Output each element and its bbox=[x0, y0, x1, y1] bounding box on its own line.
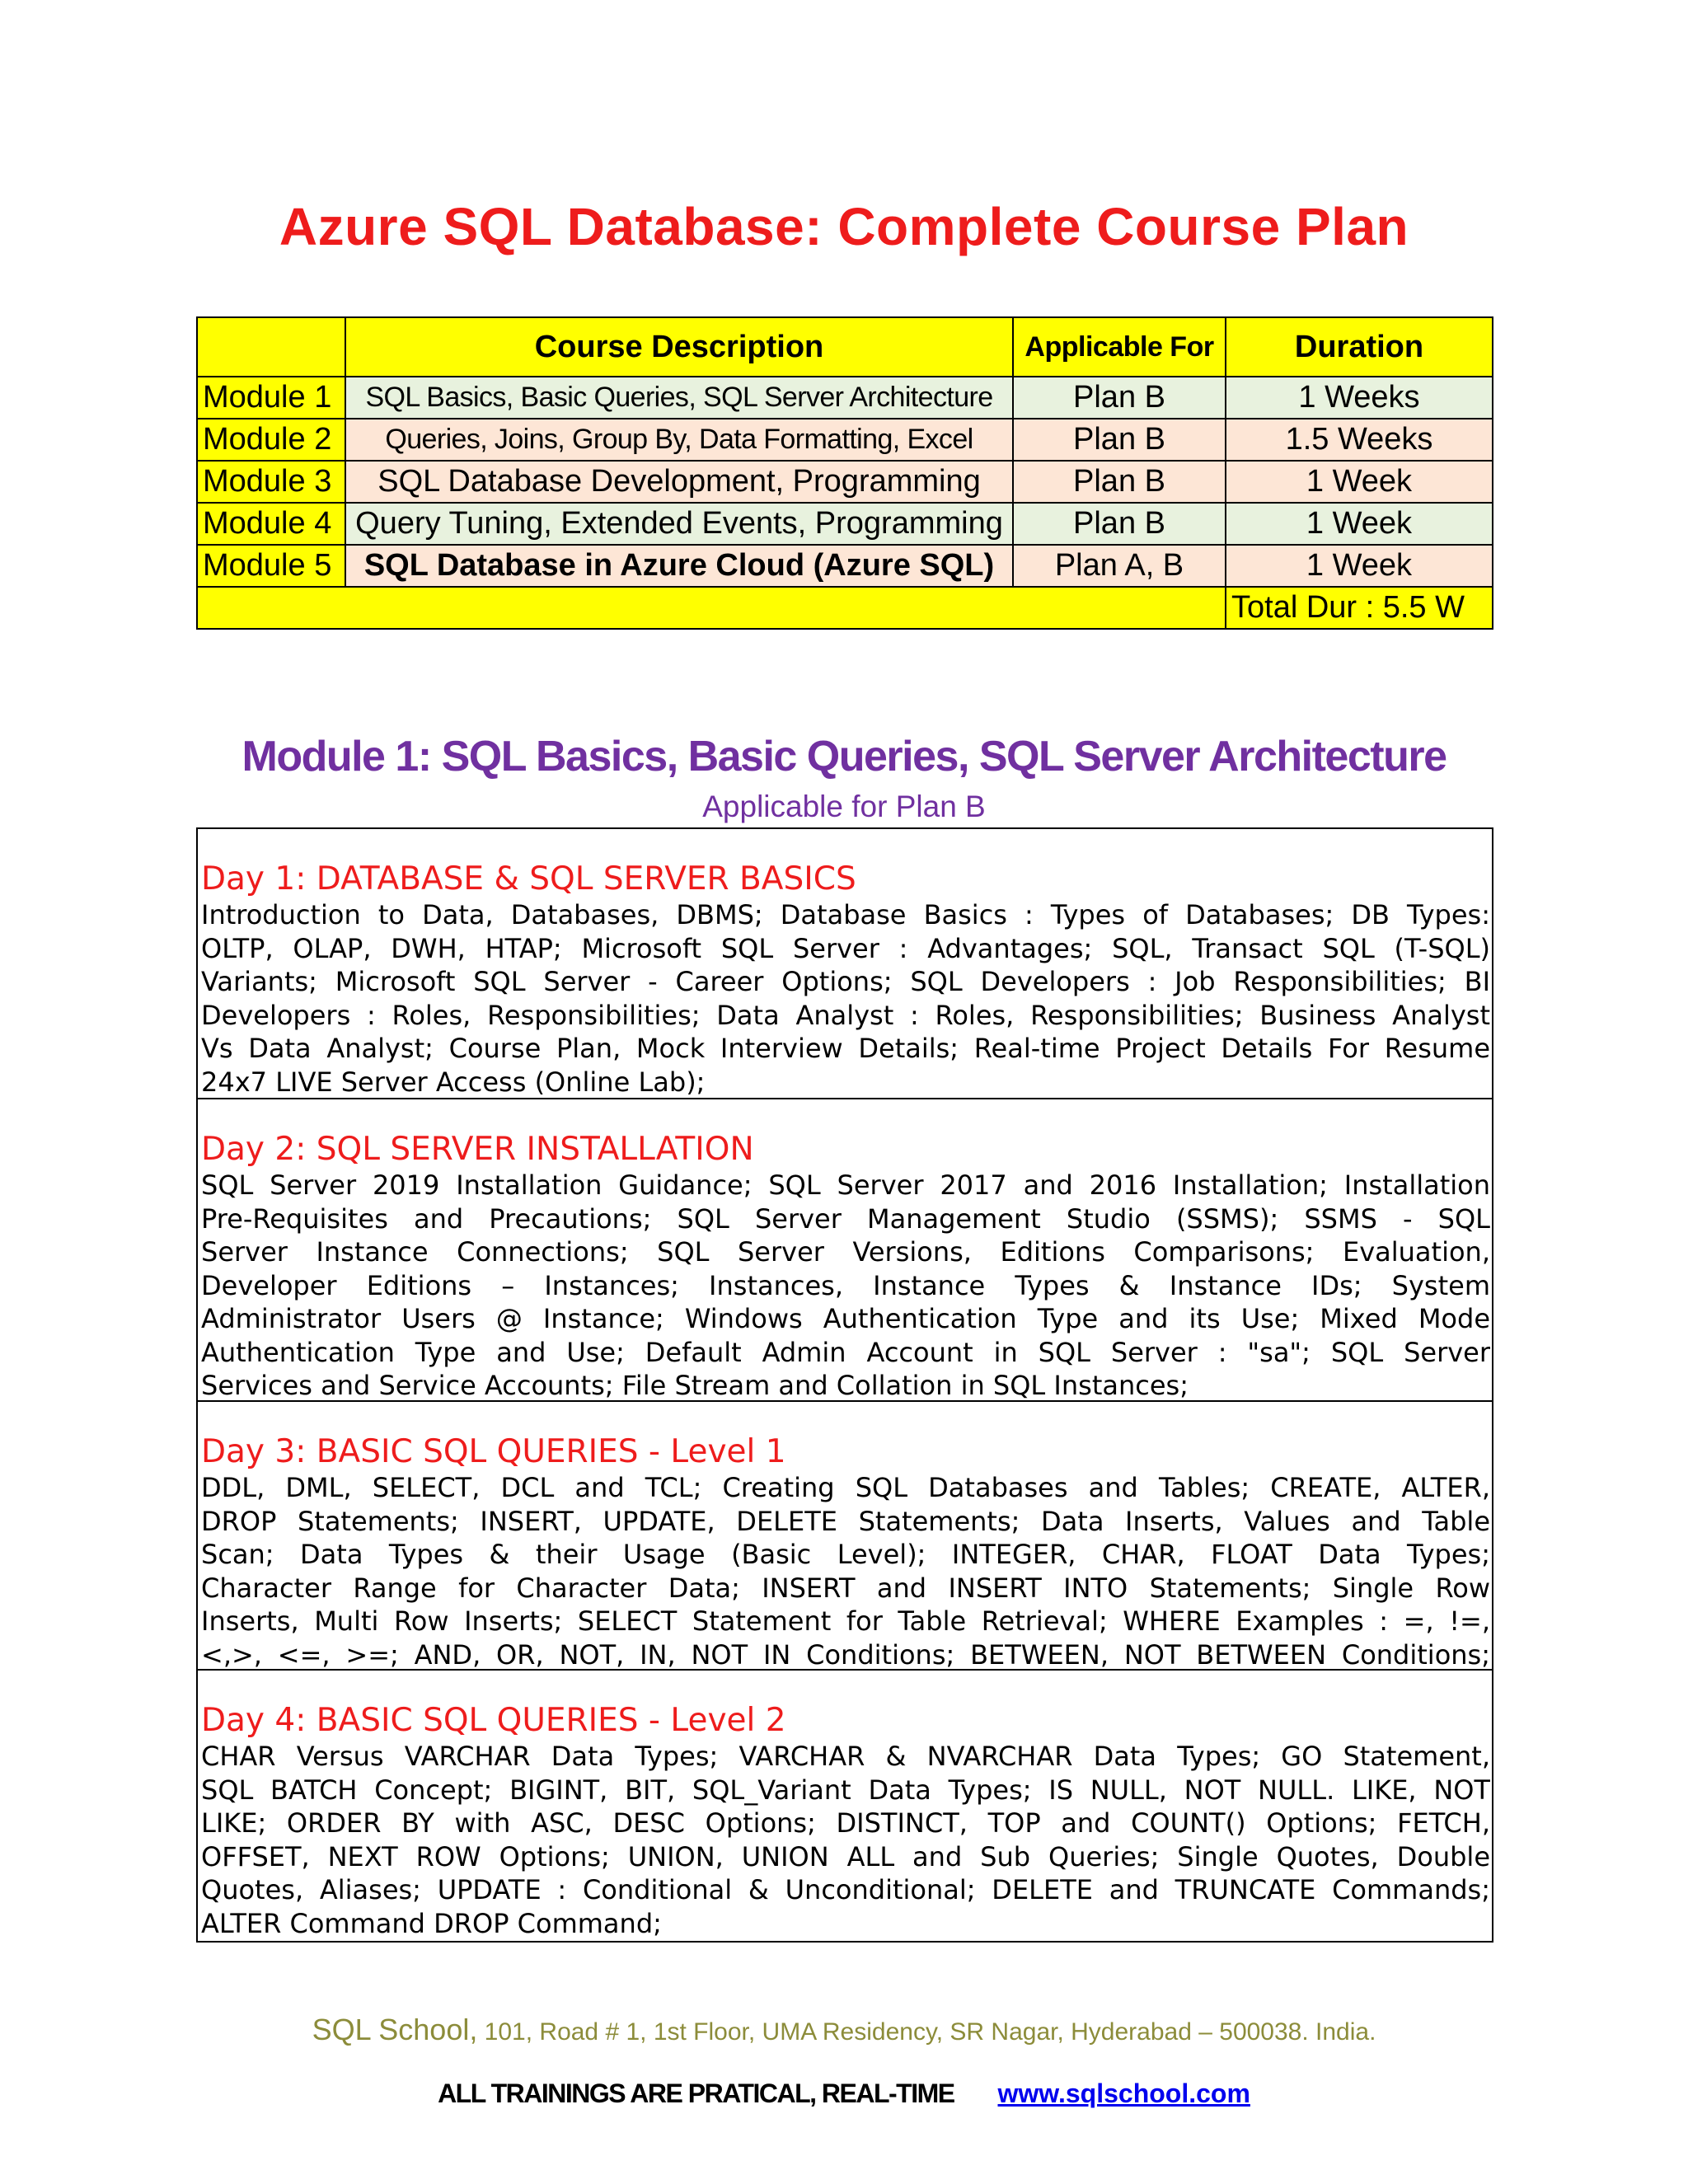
day-section bbox=[198, 1402, 1492, 1671]
footer-bottom bbox=[0, 2079, 1688, 2109]
total-row-blank bbox=[197, 587, 1226, 629]
course-plan-table bbox=[196, 316, 1493, 630]
module-label: Module 2 bbox=[197, 419, 345, 461]
day-section bbox=[198, 1099, 1492, 1402]
day-line: Vs Data Analyst; Course Plan, Mock Interview Details; Real-time Project Details For Resume bbox=[201, 1033, 1490, 1064]
module-label: Module 1 bbox=[197, 377, 345, 419]
module-duration: 1 Week bbox=[1226, 503, 1493, 545]
module-applicable: Plan B bbox=[1013, 461, 1226, 503]
footer-school-name: SQL School, bbox=[312, 2013, 478, 2046]
module-label: Module 5 bbox=[197, 545, 345, 587]
module-description: Queries, Joins, Group By, Data Formatting, Excel bbox=[345, 419, 1013, 461]
day-line: Authentication Type and Use; Default Admin Account in SQL Server : "sa"; SQL Server bbox=[201, 1336, 1490, 1368]
table-header-duration: Duration bbox=[1226, 317, 1493, 377]
day-line: DROP Statements; INSERT, UPDATE, DELETE Statements; Data Inserts, Values and Table bbox=[201, 1505, 1490, 1537]
table-header-row bbox=[197, 317, 1493, 377]
footer-tagline: ALL TRAININGS ARE PRATICAL, REAL-TIME bbox=[438, 2079, 954, 2108]
module-duration: 1 Week bbox=[1226, 545, 1493, 587]
day-line: LIKE; ORDER BY with ASC, DESC Options; DISTINCT, TOP and COUNT() Options; FETCH, bbox=[201, 1807, 1490, 1839]
table-total-row bbox=[197, 587, 1493, 629]
footer-address bbox=[0, 2013, 1688, 2047]
table-row bbox=[197, 503, 1493, 545]
day-line: DDL, DML, SELECT, DCL and TCL; Creating SQL Databases and Tables; CREATE, ALTER, bbox=[201, 1472, 1490, 1503]
table-row bbox=[197, 419, 1493, 461]
page-title: Azure SQL Database: Complete Course Plan bbox=[279, 197, 1409, 256]
module-duration: 1 Week bbox=[1226, 461, 1493, 503]
day-line: SQL Server 2019 Installation Guidance; SQL Server 2017 and 2016 Installation; Installation bbox=[201, 1169, 1490, 1201]
day-line: SQL BATCH Concept; BIGINT, BIT, SQL_Variant Data Types; IS NULL, NOT NULL. LIKE, NOT bbox=[201, 1774, 1490, 1806]
day-line: OLTP, OLAP, DWH, HTAP; Microsoft SQL Server : Advantages; SQL, Transact SQL (T-SQL) bbox=[201, 932, 1490, 964]
day-line: Developers : Roles, Responsibilities; Data Analyst : Roles, Responsibilities; Business Analyst bbox=[201, 999, 1490, 1031]
day-line: Character Range for Character Data; INSERT and INSERT INTO Statements; Single Row bbox=[201, 1572, 1490, 1604]
day-line: Introduction to Data, Databases, DBMS; Database Basics : Types of Databases; DB Types: bbox=[201, 899, 1490, 930]
day-line: CHAR Versus VARCHAR Data Types; VARCHAR & NVARCHAR Data Types; GO Statement, bbox=[201, 1741, 1490, 1772]
day-line: Developer Editions – Instances; Instances, Instance Types & Instance IDs; System bbox=[201, 1269, 1490, 1301]
module-description: SQL Database in Azure Cloud (Azure SQL) bbox=[345, 545, 1013, 587]
module-duration: 1 Weeks bbox=[1226, 377, 1493, 419]
website-link[interactable]: www.sqlschool.com bbox=[997, 2079, 1250, 2108]
day-line: 24x7 LIVE Server Access (Online Lab); bbox=[201, 1066, 706, 1098]
day-line: Services and Service Accounts; File Stream and Collation in SQL Instances; bbox=[201, 1370, 1189, 1401]
day-body bbox=[201, 1169, 1490, 1402]
module-subheading: Applicable for Plan B bbox=[702, 790, 986, 823]
module-description: SQL Basics, Basic Queries, SQL Server Architecture bbox=[345, 377, 1013, 419]
module-applicable: Plan B bbox=[1013, 503, 1226, 545]
day-body bbox=[201, 1740, 1490, 1940]
module-label: Module 3 bbox=[197, 461, 345, 503]
day-title: Day 3: BASIC SQL QUERIES - Level 1 bbox=[201, 1433, 786, 1470]
day-line: ALTER Command DROP Command; bbox=[201, 1907, 662, 1939]
day-line: Administrator Users @ Instance; Windows Authentication Type and its Use; Mixed Mode bbox=[201, 1303, 1490, 1334]
days-box bbox=[196, 827, 1493, 1943]
day-section bbox=[198, 1671, 1492, 1943]
day-body bbox=[201, 898, 1490, 1099]
total-duration: Total Dur : 5.5 W bbox=[1226, 587, 1493, 629]
module-heading: Module 1: SQL Basics, Basic Queries, SQL Server Architecture bbox=[241, 733, 1447, 780]
day-line: OFFSET, NEXT ROW Options; UNION, UNION ALL and Sub Queries; Single Quotes, Double bbox=[201, 1840, 1490, 1872]
day-line: Pre-Requisites and Precautions; SQL Server Management Studio (SSMS); SSMS - SQL bbox=[201, 1202, 1490, 1235]
table-row bbox=[197, 545, 1493, 587]
module-label: Module 4 bbox=[197, 503, 345, 545]
day-line: Server Instance Connections; SQL Server Versions, Editions Comparisons; Evaluation, bbox=[201, 1236, 1490, 1268]
day-body bbox=[201, 1471, 1490, 1671]
day-line: Variants; Microsoft SQL Server - Career Options; SQL Developers : Job Responsibilities; BI bbox=[201, 966, 1490, 997]
module-applicable: Plan B bbox=[1013, 377, 1226, 419]
day-section bbox=[198, 829, 1492, 1099]
day-line: Inserts, Multi Row Inserts; SELECT Statement for Table Retrieval; WHERE Examples : =, !=, bbox=[201, 1605, 1490, 1637]
day-line: Scan; Data Types & their Usage (Basic Level); INTEGER, CHAR, FLOAT Data Types; bbox=[201, 1539, 1490, 1570]
day-line: <,>, <=, >=; AND, OR, NOT, IN, NOT IN Conditions; BETWEEN, NOT BETWEEN Conditions; bbox=[201, 1638, 1490, 1671]
day-title: Day 1: DATABASE & SQL SERVER BASICS bbox=[201, 860, 856, 898]
table-header-applicable: Applicable For bbox=[1013, 317, 1226, 377]
table-header-description: Course Description bbox=[345, 317, 1013, 377]
table-row bbox=[197, 461, 1493, 503]
day-line: Quotes, Aliases; UPDATE : Conditional & Unconditional; DELETE and TRUNCATE Commands; bbox=[201, 1874, 1490, 1905]
module-description: Query Tuning, Extended Events, Programming bbox=[345, 503, 1013, 545]
table-row bbox=[197, 377, 1493, 419]
module-applicable: Plan A, B bbox=[1013, 545, 1226, 587]
day-title: Day 2: SQL SERVER INSTALLATION bbox=[201, 1131, 754, 1168]
table-header-blank bbox=[197, 317, 345, 377]
module-applicable: Plan B bbox=[1013, 419, 1226, 461]
footer-address-text: 101, Road # 1, 1st Floor, UMA Residency, SR Nagar, Hyderabad – 500038. India. bbox=[477, 2018, 1376, 2046]
day-title: Day 4: BASIC SQL QUERIES - Level 2 bbox=[201, 1702, 786, 1739]
module-duration: 1.5 Weeks bbox=[1226, 419, 1493, 461]
module-description: SQL Database Development, Programming bbox=[345, 461, 1013, 503]
